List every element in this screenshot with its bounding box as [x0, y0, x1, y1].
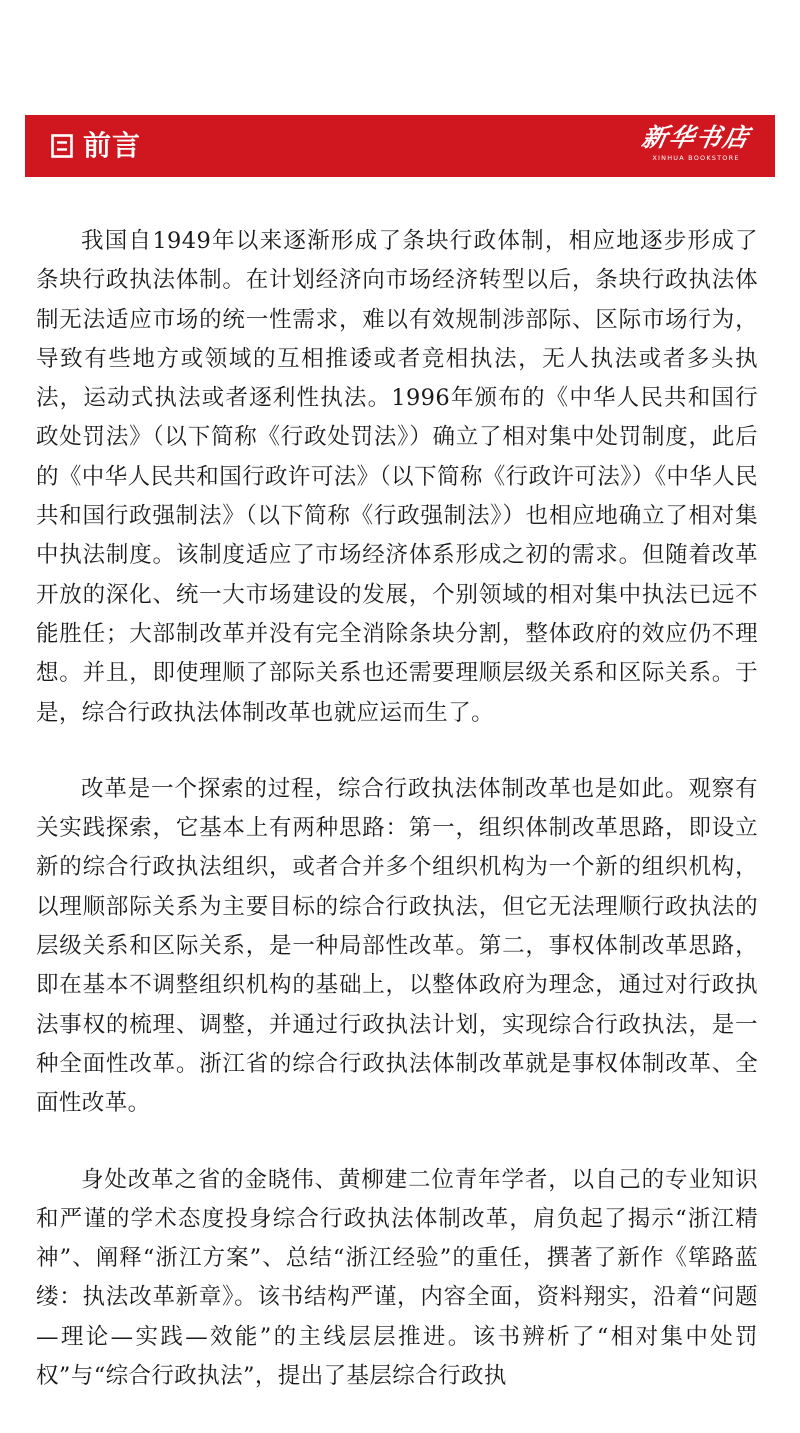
- body-text: [36, 222, 758, 1433]
- chapter-header-banner: [25, 115, 775, 177]
- xinhua-bookstore-logo: [641, 123, 751, 169]
- document-icon: [51, 134, 73, 158]
- paragraph-2: 改革是一个探索的过程，综合行政执法体制改革也是如此。观察有关实践探索，它基本上有两种思路：第一，组织体制改革思路，即设立新的综合行政执法组织，或者合并多个组织机构为一个新的组织机构，以理顺部际关系为主要目标的综合行政执法，但它无法理顺行政执法的层级关系和区际关系，是一种局部性改革。第二，事权体制改革思路，即在基本不调整组织机构的基础上，以整体政府为理念，通过对行政执法事权的梳理、调整，并通过行政执法计划，实现综合行政执法，是一种全面性改革。浙江省的综合行政执法体制改革就是事权体制改革、全面性改革。: [36, 775, 758, 1117]
- paragraph-3: 身处改革之省的金晓伟、黄柳建二位青年学者，以自己的专业知识和严谨的学术态度投身综合行政执法体制改革，肩负起了揭示“浙江精神”、阐释“浙江方案”、总结“浙江经验”的重任，撰著了新作《筚路蓝缕：执法改革新章》。该书结构严谨，内容全面，资料翔实，沿着“问题—理论—实践—效能”的主线层层推进。该书辨析了“相对集中处罚权”与“综合行政执法”，提出了基层综合行政执: [36, 1166, 758, 1390]
- paragraph-1: 我国自1949年以来逐渐形成了条块行政体制，相应地逐步形成了条块行政执法体制。在计划经济向市场经济转型以后，条块行政执法体制无法适应市场的统一性需求，难以有效规制涉部际、区际市场行为，导致有些地方或领域的互相推诿或者竞相执法，无人执法或者多头执法，运动式执法或者逐利性执法。1996年颁布的《中华人民共和国行政处罚法》（以下简称《行政处罚法》）确立了相对集中处罚制度，此后的《中华人民共和国行政许可法》（以下简称《行政许可法》）《中华人民共和国行政强制法》（以下简称《行政强制法》）也相应地确立了相对集中执法制度。该制度适应了市场经济体系形成之初的需求。但随着改革开放的深化、统一大市场建设的发展，个别领域的相对集中执法已远不能胜任；大部制改革并没有完全消除条块分割，整体政府的效应仍不理想。并且，即使理顺了部际关系也还需要理顺层级关系和区际关系。于是，综合行政执法体制改革也就应运而生了。: [36, 228, 758, 726]
- logo-chinese-text: 新华书店: [639, 123, 753, 152]
- chapter-title: 前言: [83, 129, 142, 162]
- logo-english-text: XINHUA BOOKSTORE: [652, 154, 740, 162]
